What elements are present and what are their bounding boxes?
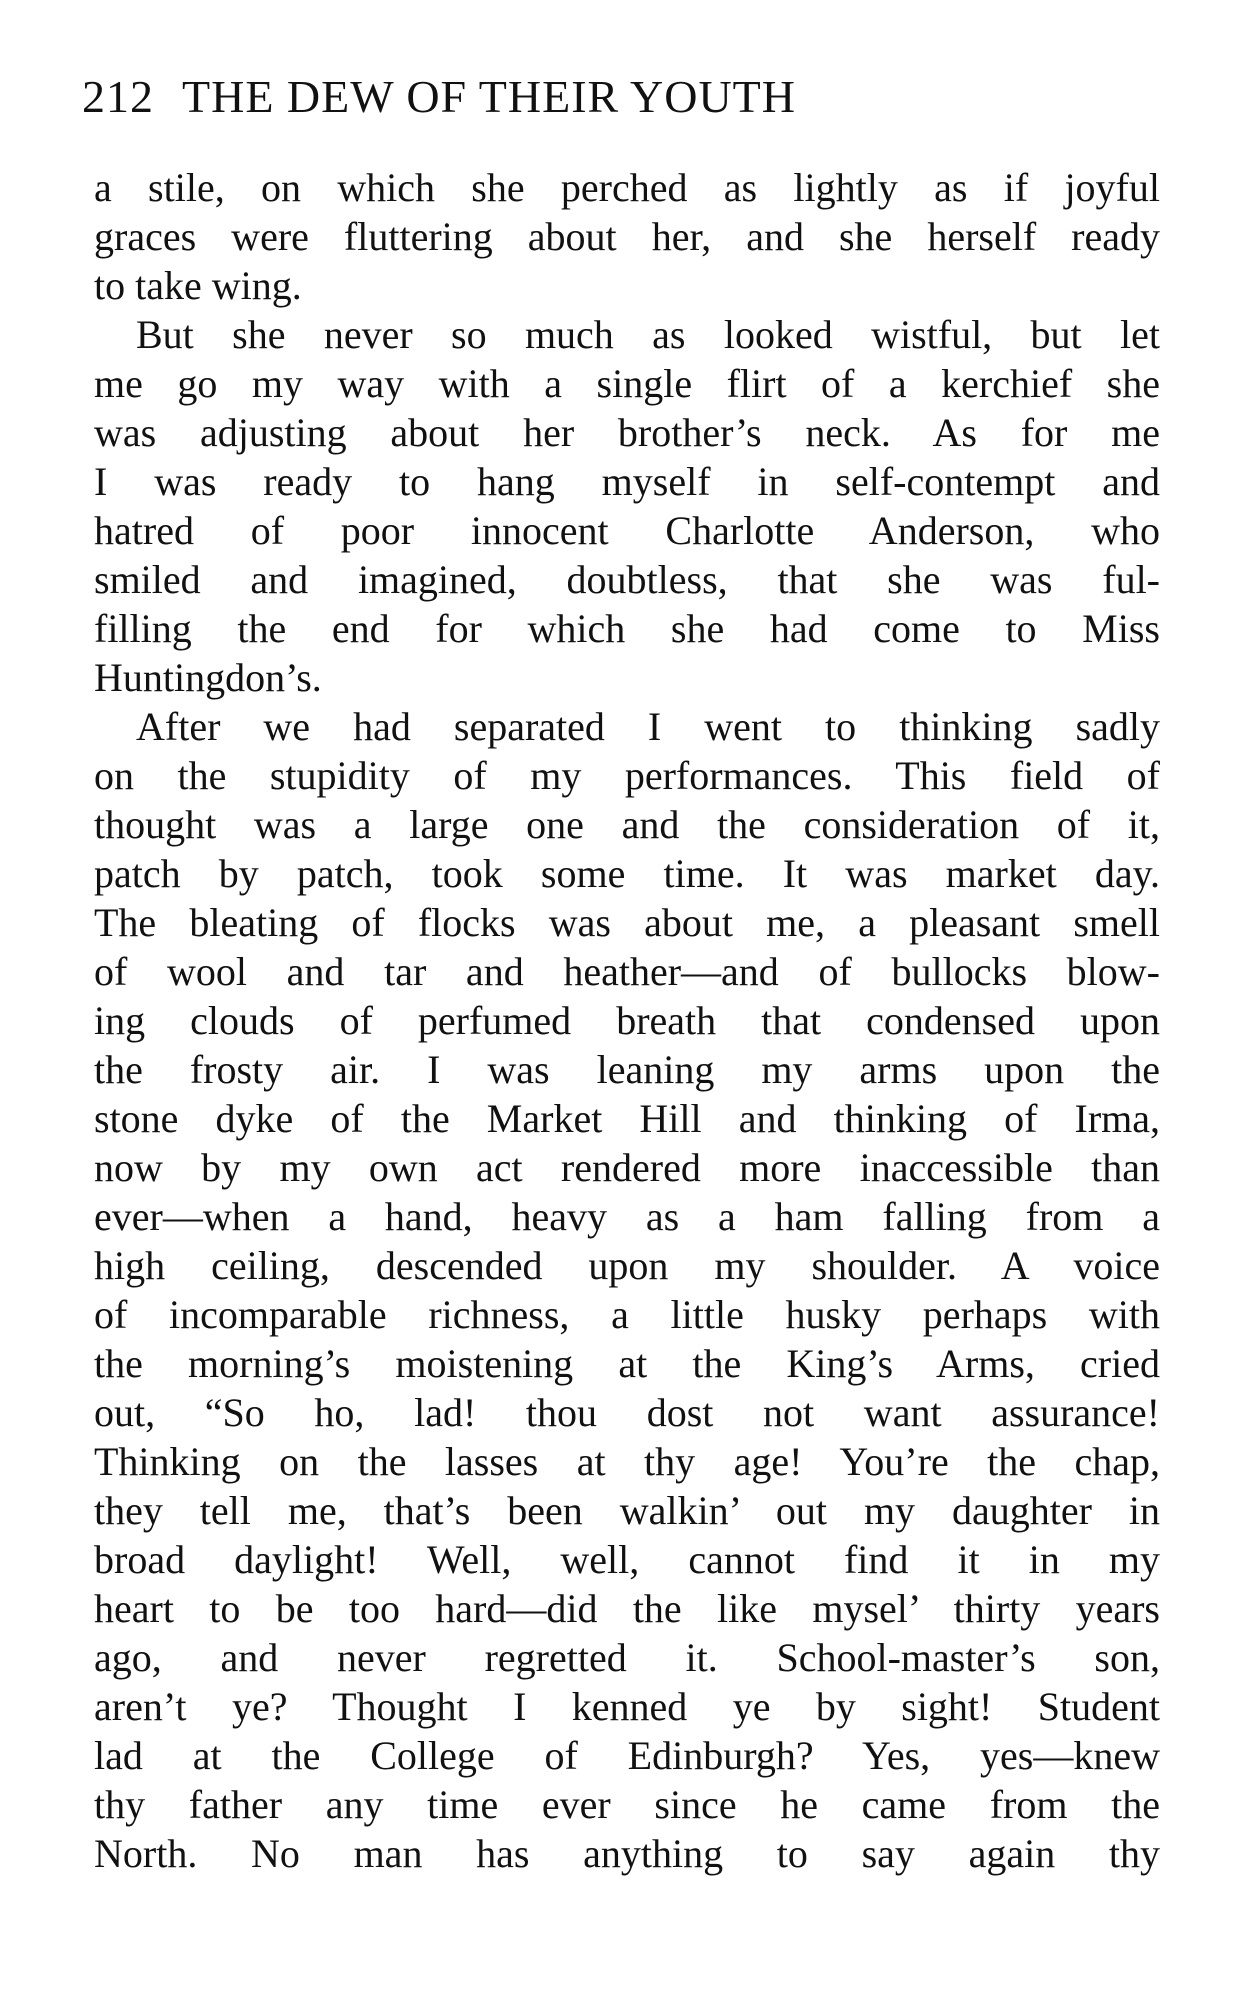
text-line: high ceiling, descended upon my shoulder. A voice [94,1243,1160,1288]
text-line: stone dyke of the Market Hill and thinking of Irma, [94,1096,1160,1141]
text-line: ago, and never regretted it. School-master’s son, [94,1635,1160,1680]
text-line: ing clouds of perfumed breath that condensed upon [94,998,1160,1043]
text-line: of incomparable richness, a little husky perhaps with [94,1292,1160,1337]
text-line: was adjusting about her brother’s neck. As for me [94,410,1160,455]
body-text [94,163,1160,1878]
text-line: smiled and imagined, doubtless, that she was ful- [94,557,1160,602]
text-line: hatred of poor innocent Charlotte Anderson, who [94,508,1160,553]
text-line: me go my way with a single flirt of a kerchief she [94,361,1160,406]
text-line: thy father any time ever since he came from the [94,1782,1160,1827]
page-number: 212 [82,71,154,122]
text-line: ever—when a hand, heavy as a ham falling from a [94,1194,1160,1239]
text-line: out, “So ho, lad! thou dost not want assurance! [94,1390,1160,1435]
text-line: North. No man has anything to say again thy [94,1831,1160,1876]
text-line: broad daylight! Well, well, cannot find it in my [94,1537,1160,1582]
text-line: they tell me, that’s been walkin’ out my daughter in [94,1488,1160,1533]
text-line: The bleating of flocks was about me, a pleasant smell [94,900,1160,945]
text-line: to take wing. [94,263,302,308]
running-title: THE DEW OF THEIR YOUTH [182,71,796,122]
text-line: the morning’s moistening at the King’s Arms, cried [94,1341,1160,1386]
text-line: Thinking on the lasses at thy age! You’re the chap, [94,1439,1160,1484]
text-line: lad at the College of Edinburgh? Yes, yes—knew [94,1733,1160,1778]
text-line: filling the end for which she had come to Miss [94,606,1160,651]
text-line: But she never so much as looked wistful, but let [136,312,1160,357]
text-line: on the stupidity of my performances. This field of [94,753,1160,798]
text-line: patch by patch, took some time. It was market day. [94,851,1160,896]
text-line: After we had separated I went to thinking sadly [136,704,1160,749]
text-line: the frosty air. I was leaning my arms upon the [94,1047,1160,1092]
text-line: graces were fluttering about her, and she herself ready [94,214,1160,259]
text-line: a stile, on which she perched as lightly as if joyful [94,165,1160,210]
text-line: thought was a large one and the consideration of it, [94,802,1160,847]
text-line: now by my own act rendered more inaccessible than [94,1145,1160,1190]
text-line: heart to be too hard—did the like mysel’ thirty years [94,1586,1160,1631]
text-line: of wool and tar and heather—and of bullocks blow- [94,949,1160,994]
text-line: aren’t ye? Thought I kenned ye by sight! Student [94,1684,1160,1729]
text-line: I was ready to hang myself in self-contempt and [94,459,1160,504]
page-header [82,62,1162,132]
text-line: Huntingdon’s. [94,655,322,700]
